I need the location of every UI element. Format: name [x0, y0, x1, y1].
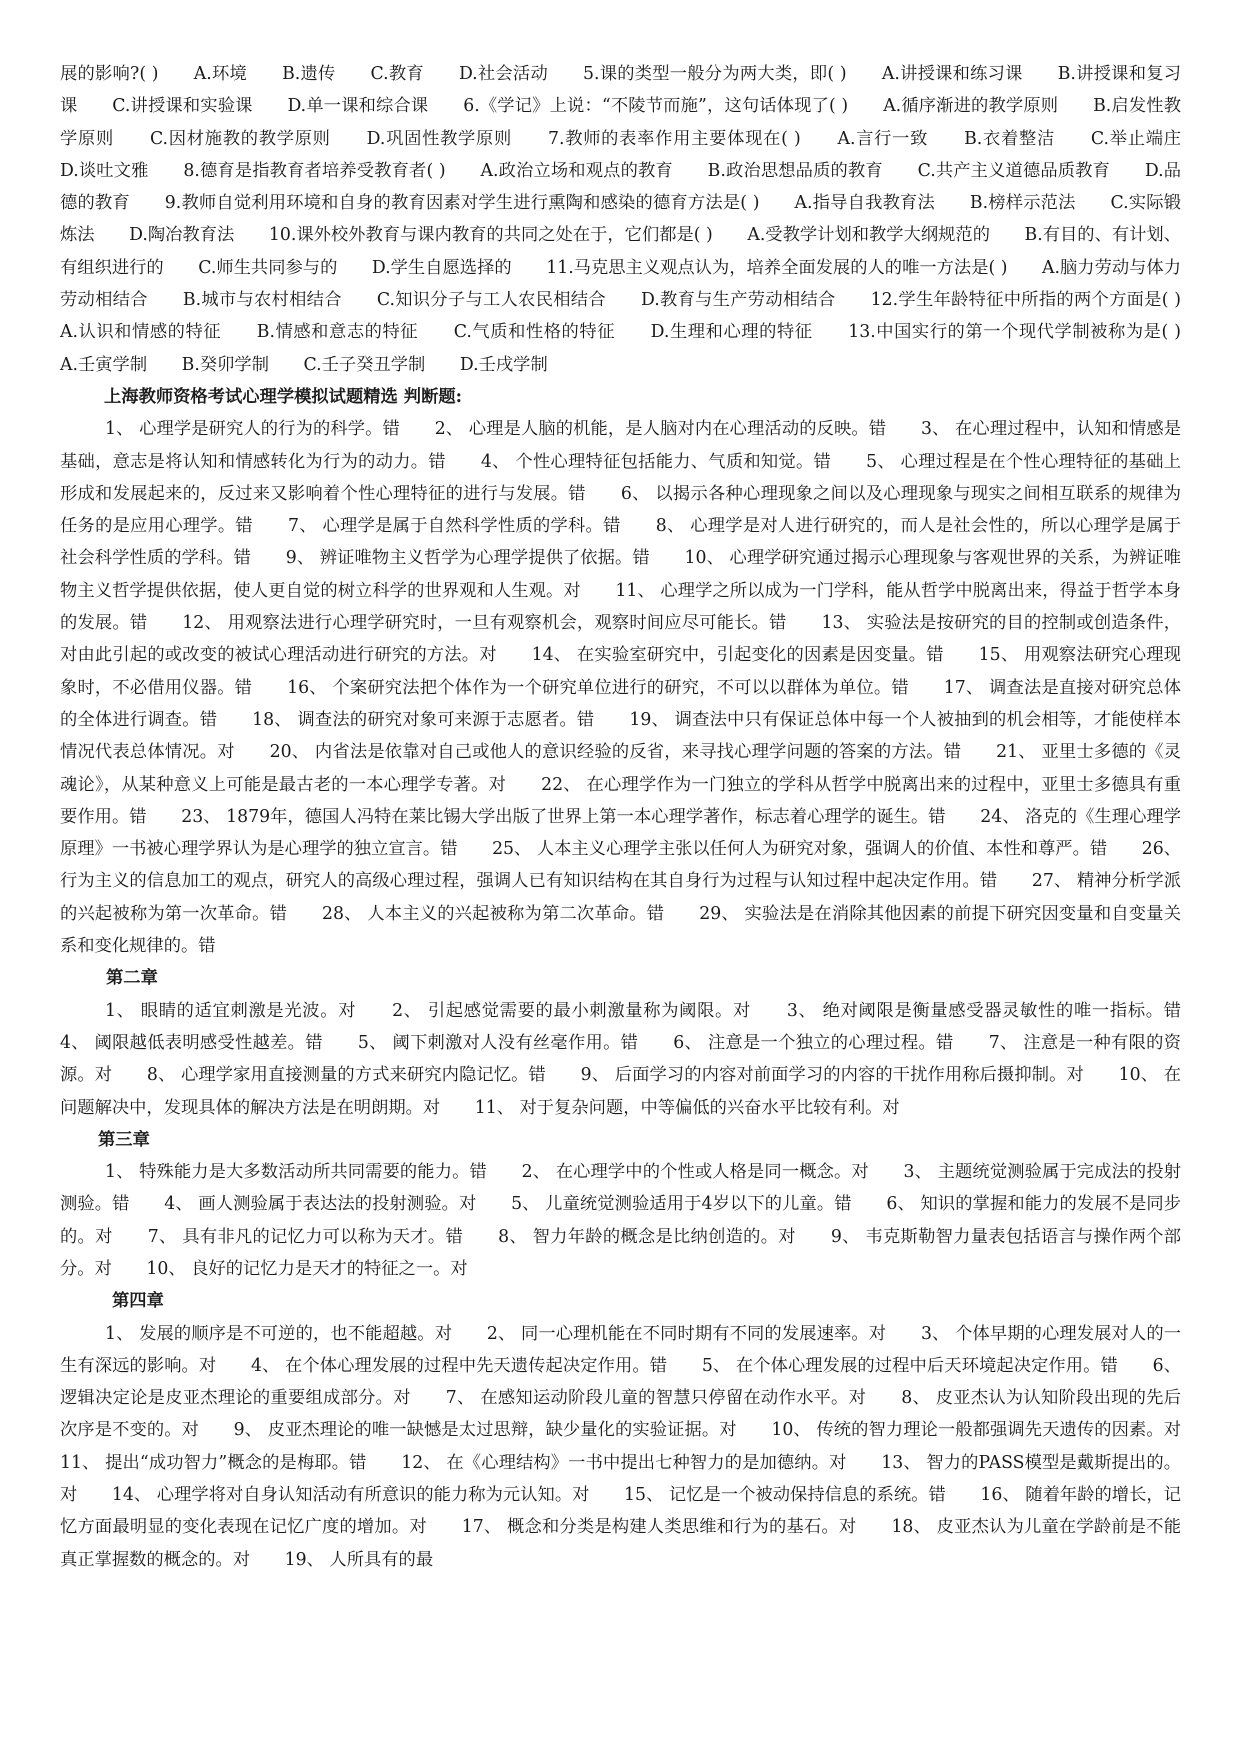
choice-questions-block: 展的影响?( ) A.环境 B.遗传 C.教育 D.社会活动 5.课的类型一般分为两大类，即( ) A.讲授课和练习课 B.讲授课和复习课 C.讲授课和实验课 D.单一课和综合课 6.《学记》上说：“不陵节而施”，这句话体现了( ) A.循序渐进的教学原则 B.启发性教学原则 C.因材施教的教学原则 D.巩固性教学原则 7.教师的表率作用主要体现在( ) A.言行一致 B.衣着整洁 C.举止端庄 D.谈吐文雅 8.德育是指教育者培养受教育者( ) A.政治立场和观点的教育 B.政治思想品质的教育 C.共产主义道德品质教育 D.品德的教育 9.教师自觉利用环境和自身的教育因素对学生进行熏陶和感染的德育方法是( ) A.指导自我教育法 B.榜样示范法 C.实际锻炼法 D.陶冶教育法 10.课外校外教育与课内教育的共同之处在于，它们都是( ) A.受教学计划和教学大纲规范的 B.有目的、有计划、有组织进行的 C.师生共同参与的 D.学生自愿选择的 11.马克思主义观点认为，培养全面发展的人的唯一方法是( ) A.脑力劳动与体力劳动相结合 B.城市与农村相结合 C.知识分子与工人农民相结合 D.教育与生产劳动相结合 12.学生年龄特征中所指的两个方面是( ) A.认识和情感的特征 B.情感和意志的特征 C.气质和性格的特征 D.生理和心理的特征 13.中国实行的第一个现代学制被称为是( ) A.壬寅学制 B.癸卯学制 C.壬子癸丑学制 D.壬戌学制: [60, 64, 1216, 375]
judgement-questions-chapter-3: 1、 特殊能力是大多数活动所共同需要的能力。错 2、 在心理学中的个性或人格是同一概念。对 3、 主题统觉测验属于完成法的投射测验。错 4、 画人测验属于表达法的投射测验。对 5、 儿童统觉测验适用于4岁以下的儿童。错 6、 知识的掌握和能力的发展不是同步的。对 7、 具有非凡的记忆力可以称为天才。错 8、 智力年龄的概念是比纳创造的。对 9、 韦克斯勒智力量表包括语言与操作两个部分。对 10、 良好的记忆力是天才的特征之一。对: [60, 1162, 1181, 1279]
chapter-2-heading: 第二章: [106, 968, 158, 989]
judgement-questions-chapter-1: 1、 心理学是研究人的行为的科学。错 2、 心理是人脑的机能，是人脑对内在心理活动的反映。错 3、 在心理过程中，认知和情感是基础，意志是将认知和情感转化为行为的动力。错 4、 个性心理特征包括能力、气质和知觉。错 5、 心理过程是在个性心理特征的基础上形成和发展起来的，反过来又影响着个性心理特征的进行与发展。错 6、 以揭示各种心理现象之间以及心理现象与现实之间相互联系的规律为任务的是应用心理学。错 7、 心理学是属于自然科学性质的学科。错 8、 心理学是对人进行研究的，而人是社会性的，所以心理学是属于社会科学性质的学科。错 9、 辨证唯物主义哲学为心理学提供了依据。错 10、 心理学研究通过揭示心理现象与客观世界的关系，为辨证唯物主义哲学提供依据，使人更自觉的树立科学的世界观和人生观。对 11、 心理学之所以成为一门学科，能从哲学中脱离出来，得益于哲学本身的发展。错 12、 用观察法进行心理学研究时，一旦有观察机会，观察时间应尽可能长。错 13、 实验法是按研究的目的控制或创造条件，对由此引起的或改变的被试心理活动进行研究的方法。对 14、 在实验室研究中，引起变化的因素是因变量。错 15、 用观察法研究心理现象时，不必借用仪器。错 16、 个案研究法把个体作为一个研究单位进行的研究，不可以以群体为单位。错 17、 调查法是直接对研究总体的全体进行调查。错 18、 调查法的研究对象可来源于志愿者。错 19、 调查法中只有保证总体中每一个人被抽到的机会相等，才能使样本情况代表总体情况。对 20、 内省法是依靠对自己或他人的意识经验的反省，来寻找心理学问题的答案的方法。错 21、 亚里士多德的《灵魂论》，从某种意义上可能是最古老的一本心理学专著。对 22、 在心理学作为一门独立的学科从哲学中脱离出来的过程中，亚里士多德具有重要作用。错 23、 1879年，德国人冯特在莱比锡大学出版了世界上第一本心理学著作，标志着心理学的诞生。错 24、 洛克的《生理心理学原理》一书被心理学界认为是心理学的独立宣言。错 25、 人本主义心理学主张以任何人为研究对象，强调人的价值、本性和尊严。错 26、 行为主义的信息加工的观点，研究人的高级心理过程，强调人已有知识结构在其自身行为过程与认知过程中起决定作用。错 27、 精神分析学派的兴起被称为第一次革命。错 28、 人本主义的兴起被称为第二次革命。错 29、 实验法是在消除其他因素的前提下研究因变量和自变量关系和变化规律的。错: [60, 419, 1181, 957]
exam-section-heading: 上海教师资格考试心理学模拟试题精选 判断题:: [104, 386, 463, 407]
judgement-questions-chapter-2: 1、 眼睛的适宜刺激是光波。对 2、 引起感觉需要的最小刺激量称为阈限。对 3、 绝对阈限是衡量感受器灵敏性的唯一指标。错 4、 阈限越低表明感受性越差。错 5、 阈下刺激对人没有丝毫作用。错 6、 注意是一个独立的心理过程。错 7、 注意是一种有限的资源。对 8、 心理学家用直接测量的方式来研究内隐记忆。错 9、 后面学习的内容对前面学习的内容的干扰作用称后摄抑制。对 10、 在问题解决中，发现具体的解决方法是在明朗期。对 11、 对于复杂问题，中等偏低的兴奋水平比较有利。对: [60, 1000, 1216, 1118]
chapter-4-heading: 第四章: [112, 1291, 164, 1312]
judgement-questions-chapter-4: 1、 发展的顺序是不可逆的，也不能超越。对 2、 同一心理机能在不同时期有不同的发展速率。对 3、 个体早期的心理发展对人的一生有深远的影响。对 4、 在个体心理发展的过程中先天遗传起决定作用。错 5、 在个体心理发展的过程中后天环境起决定作用。错 6、 逻辑决定论是皮亚杰理论的重要组成部分。对 7、 在感知运动阶段儿童的智慧只停留在动作水平。对 8、 皮亚杰认为认知阶段出现的先后次序是不变的。对 9、 皮亚杰理论的唯一缺憾是太过思辩，缺少量化的实验证据。对 10、 传统的智力理论一般都强调先天遗传的因素。对 11、 提出“成功智力”概念的是梅耶。错 12、 在《心理结构》一书中提出七种智力的是加德纳。对 13、 智力的PASS模型是戴斯提出的。对 14、 心理学将对自身认知活动有所意识的能力称为元认知。对 15、 记忆是一个被动保持信息的系统。错 16、 随着年龄的增长，记忆方面最明显的变化表现在记忆广度的增加。对 17、 概念和分类是构建人类思维和行为的基石。对 18、 皮亚杰认为儿童在学龄前是不能真正掌握数的概念的。对 19、 人所具有的最: [60, 1323, 1181, 1570]
chapter-3-heading: 第三章: [98, 1129, 150, 1150]
